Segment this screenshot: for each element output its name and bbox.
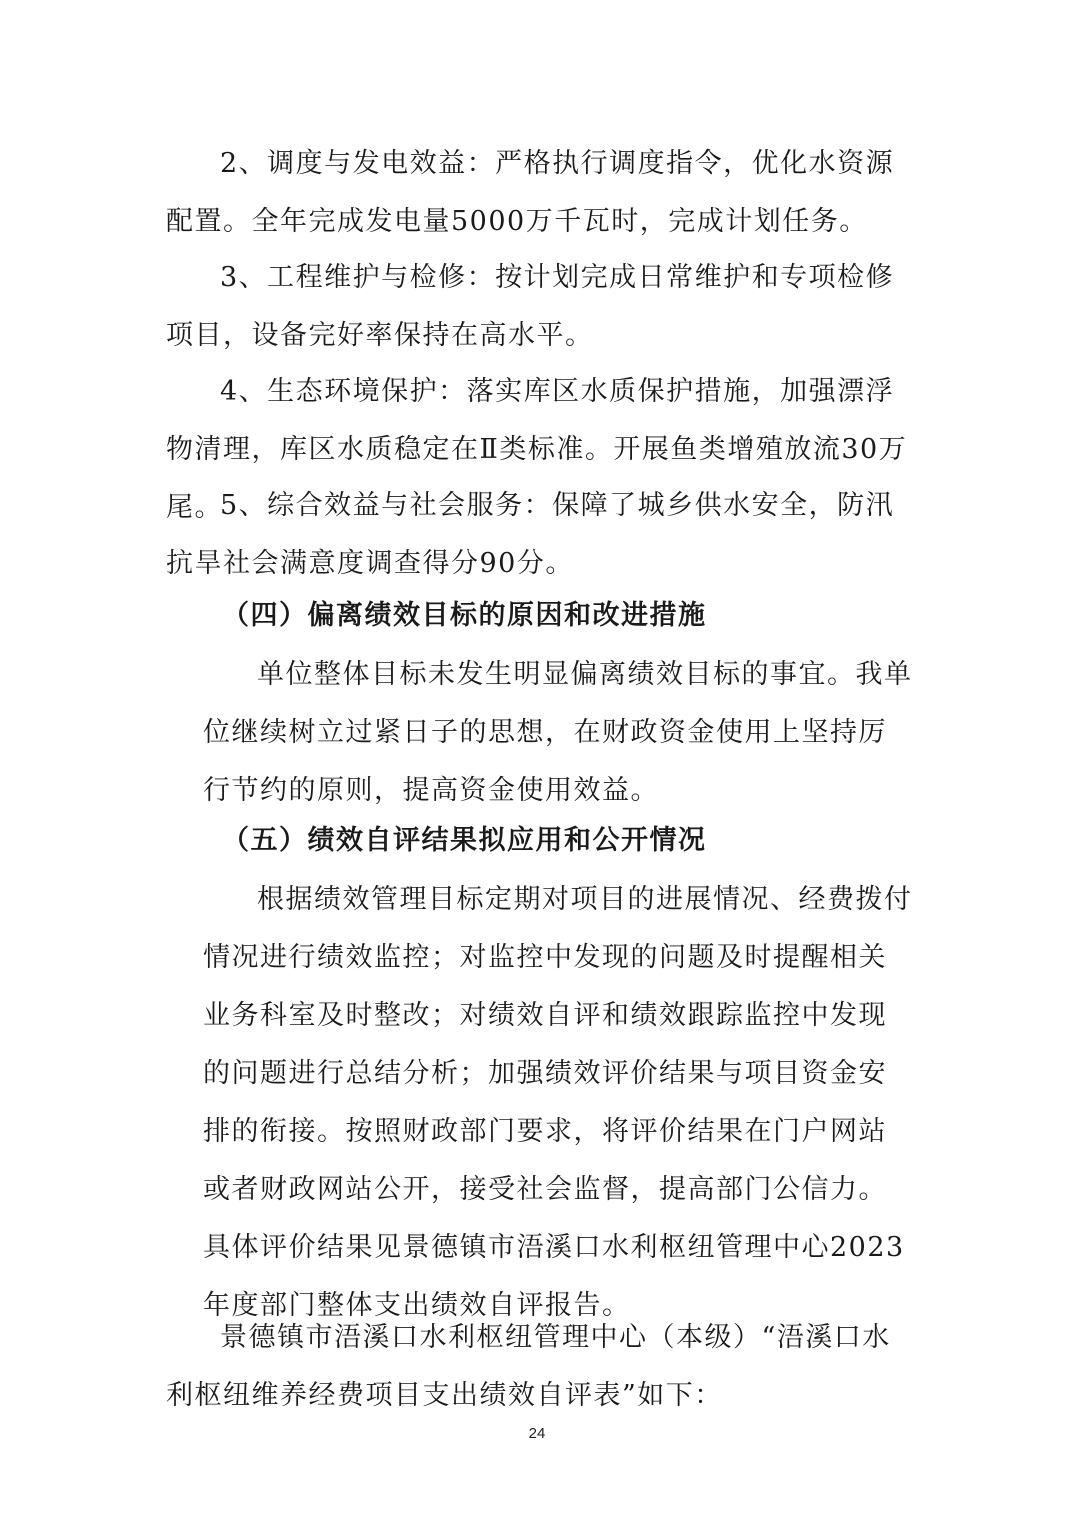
section-heading-deviation: （四）偏离绩效目标的原因和改进措施	[222, 600, 707, 631]
section-heading-results-application: （五）绩效自评结果拟应用和公开情况	[222, 825, 707, 856]
page-number: 24	[528, 1425, 546, 1442]
section-body-deviation: 单位整体目标未发生明显偏离绩效目标的事宜。我单位继续树立过紧日子的思想，在财政资金使用上坚持厉行节约的原则，提高资金使用效益。	[203, 659, 913, 806]
list-item-social-service: 5、综合效益与社会服务：保障了城乡供水安全，防汛抗旱社会满意度调查得分90分。	[166, 490, 895, 579]
closing-paragraph: 景德镇市浯溪口水利枢纽管理中心（本级）“浯溪口水利枢纽维养经费项目支出绩效自评表”如下：	[166, 1322, 891, 1411]
list-item-dispatch-power: 2、调度与发电效益：严格执行调度指令，优化水资源配置。全年完成发电量5000万千瓦时，完成计划任务。	[166, 148, 895, 237]
section-body-results-application: 根据绩效管理目标定期对项目的进展情况、经费拨付情况进行绩效监控；对监控中发现的问题及时提醒相关业务科室及时整改；对绩效自评和绩效跟踪监控中发现的问题进行总结分析；加强绩效评价结果与项目资金安排的衔接。按照财政部门要求，将评价结果在门户网站或者财政网站公开，接受社会监督，提高部门公信力。具体评价结果见景德镇市浯溪口水利枢纽管理中心2023年度部门整体支出绩效自评报告。	[203, 884, 913, 1321]
list-item-maintenance: 3、工程维护与检修：按计划完成日常维护和专项检修项目，设备完好率保持在高水平。	[166, 262, 895, 351]
list-item-ecology: 4、生态环境保护：落实库区水质保护措施，加强漂浮物清理，库区水质稳定在Ⅱ类标准。开展鱼类增殖放流30万尾。	[166, 376, 908, 523]
